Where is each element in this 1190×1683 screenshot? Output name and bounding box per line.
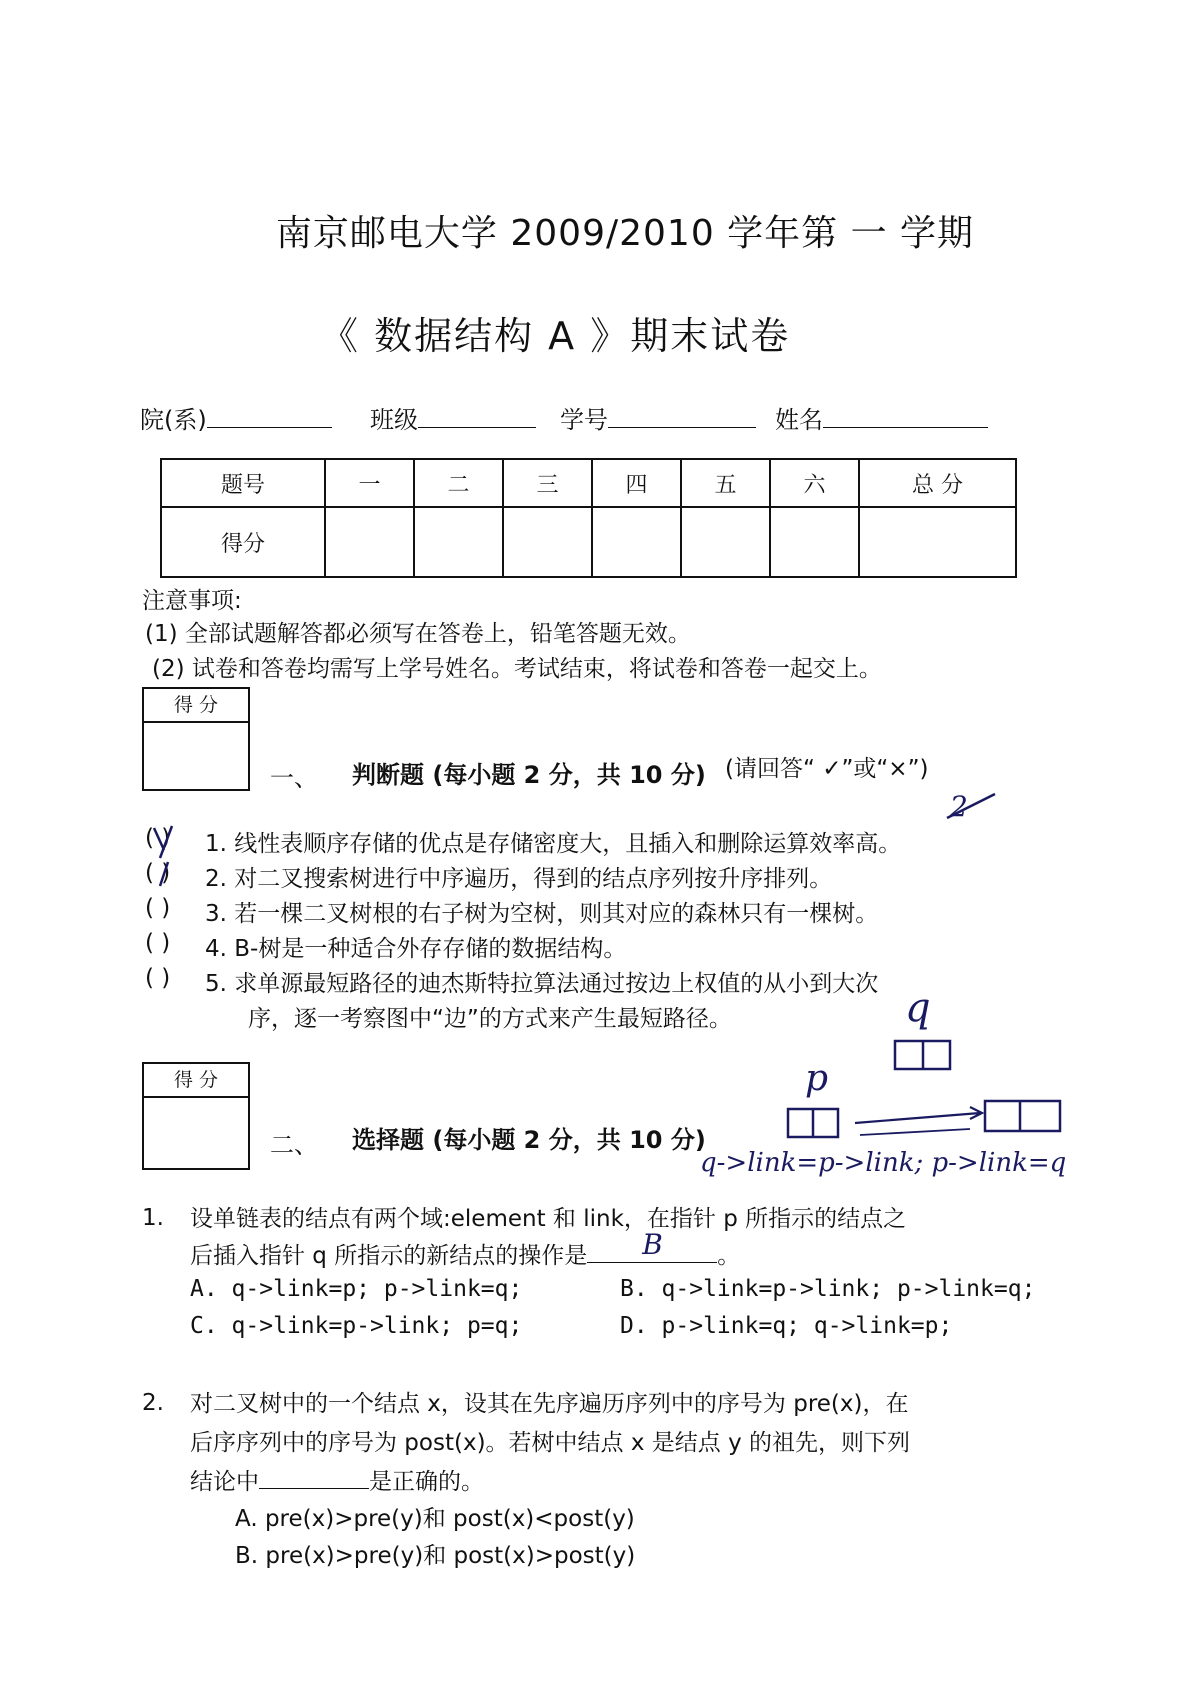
- q-answer-paren: ( ): [145, 930, 171, 956]
- q-answer-paren: ( ): [145, 860, 171, 886]
- q1-line2: [190, 1228, 741, 1270]
- handwritten-answer: B: [642, 1228, 663, 1261]
- q1-option-c: C. q->link=p->link; p=q;: [190, 1313, 523, 1339]
- handwritten-label-q: q: [905, 985, 931, 1031]
- q2-line3: [190, 1463, 484, 1496]
- q-answer-paren: ( ): [145, 825, 171, 851]
- score-cell: [325, 507, 414, 577]
- dept-label: 院(系): [140, 406, 207, 434]
- note-item: (2) 试卷和答卷均需写上学号姓名。考试结束，将试卷和答卷一起交上。: [152, 656, 882, 682]
- tf-question-5-cont: 序，逐一考察图中“边”的方式来产生最短路径。: [248, 1006, 732, 1032]
- name-label: 姓名: [775, 406, 823, 434]
- q-answer-paren: ( ): [145, 895, 171, 921]
- handwritten-note: q->link=p->link; p->link=q: [700, 1148, 1067, 1178]
- tf-question-1: 1. 线性表顺序存储的优点是存储密度大，且插入和删除运算效率高。: [205, 831, 902, 857]
- score-cell: [681, 507, 770, 577]
- q2-number: 2.: [142, 1390, 164, 1416]
- score-cell: [859, 507, 1016, 577]
- score-box-label: 得 分: [144, 689, 248, 723]
- section2-title: 选择题 (每小题 2 分，共 10 分): [352, 1126, 706, 1154]
- tf-question-4: 4. B-树是一种适合外存存储的数据结构。: [205, 936, 627, 962]
- score-col-4: 四: [592, 459, 681, 507]
- q1-line2-end: 。: [717, 1243, 741, 1269]
- handwritten-label-p: p: [805, 1058, 829, 1099]
- q1-option-d: D. p->link=q; q->link=p;: [620, 1313, 953, 1339]
- section2-score-box: [142, 1062, 250, 1170]
- notes-heading: 注意事项:: [142, 588, 242, 614]
- q2-option-b: B. pre(x)>pre(y)和 post(x)>post(y): [235, 1543, 636, 1569]
- score-cell: [592, 507, 681, 577]
- q1-option-a: A. q->link=p; p->link=q;: [190, 1276, 523, 1302]
- score-col-6: 六: [770, 459, 859, 507]
- score-box-label: 得 分: [144, 1064, 248, 1098]
- section1-score-box: [142, 687, 250, 791]
- q2-line2: 后序序列中的序号为 post(x)。若树中结点 x 是结点 y 的祖先，则下列: [190, 1430, 911, 1456]
- q1-line1: 设单链表的结点有两个域:element 和 link，在指针 p 所指示的结点之: [190, 1206, 907, 1232]
- section1-number: 一、: [270, 764, 318, 792]
- score-table-row-label: 题号: [161, 459, 325, 507]
- tf-question-2: 2. 对二叉搜索树进行中序遍历，得到的结点序列按升序排列。: [205, 866, 833, 892]
- handwritten-check-icon: [945, 790, 1005, 830]
- q2-line3-end: 是正确的。: [369, 1469, 484, 1495]
- score-col-2: 二: [414, 459, 503, 507]
- id-label: 学号: [560, 406, 608, 434]
- tf-question-3: 3. 若一棵二叉树根的右子树为空树，则其对应的森林只有一棵树。: [205, 901, 879, 927]
- handwritten-margin-mark: 2: [950, 790, 968, 823]
- score-table: [160, 458, 1017, 578]
- note-item: (1) 全部试题解答都必须写在答卷上，铅笔答题无效。: [145, 621, 691, 647]
- score-cell: [414, 507, 503, 577]
- score-cell: [503, 507, 592, 577]
- score-table-score-label: 得分: [161, 507, 325, 577]
- q1-option-b: B. q->link=p->link; p->link=q;: [620, 1276, 1036, 1302]
- tf-question-5: 5. 求单源最短路径的迪杰斯特拉算法通过按边上权值的从小到大次: [205, 971, 879, 997]
- score-col-total: 总 分: [859, 459, 1016, 507]
- q-answer-paren: ( ): [145, 965, 171, 991]
- score-col-5: 五: [681, 459, 770, 507]
- handwritten-marks-icon: [148, 822, 188, 892]
- score-col-3: 三: [503, 459, 592, 507]
- class-label: 班级: [370, 406, 418, 434]
- section2-number: 二、: [270, 1131, 318, 1159]
- score-col-1: 一: [325, 459, 414, 507]
- q2-line3-text: 结论中: [190, 1469, 259, 1495]
- section1-hint: (请回答“ ✓”或“×”): [725, 756, 929, 782]
- q2-line1: 对二叉树中的一个结点 x，设其在先序遍历序列中的序号为 pre(x)，在: [190, 1391, 909, 1417]
- q1-line2-text: 后插入指针 q 所指示的新结点的操作是: [190, 1243, 588, 1269]
- dept-field: [140, 400, 332, 435]
- q2-option-a: A. pre(x)>pre(y)和 post(x)<post(y): [235, 1506, 635, 1532]
- exam-title-line1: 南京邮电大学 2009/2010 学年第 一 学期: [275, 213, 975, 254]
- q1-number: 1.: [142, 1205, 164, 1231]
- name-field: [775, 400, 988, 435]
- exam-title-line2: 《 数据结构 A 》期末试卷: [320, 314, 791, 358]
- score-cell: [770, 507, 859, 577]
- linked-list-sketch-icon: [780, 1035, 1080, 1145]
- class-field: [370, 400, 536, 435]
- section1-title: 判断题 (每小题 2 分，共 10 分): [352, 761, 706, 789]
- id-field: [560, 400, 756, 435]
